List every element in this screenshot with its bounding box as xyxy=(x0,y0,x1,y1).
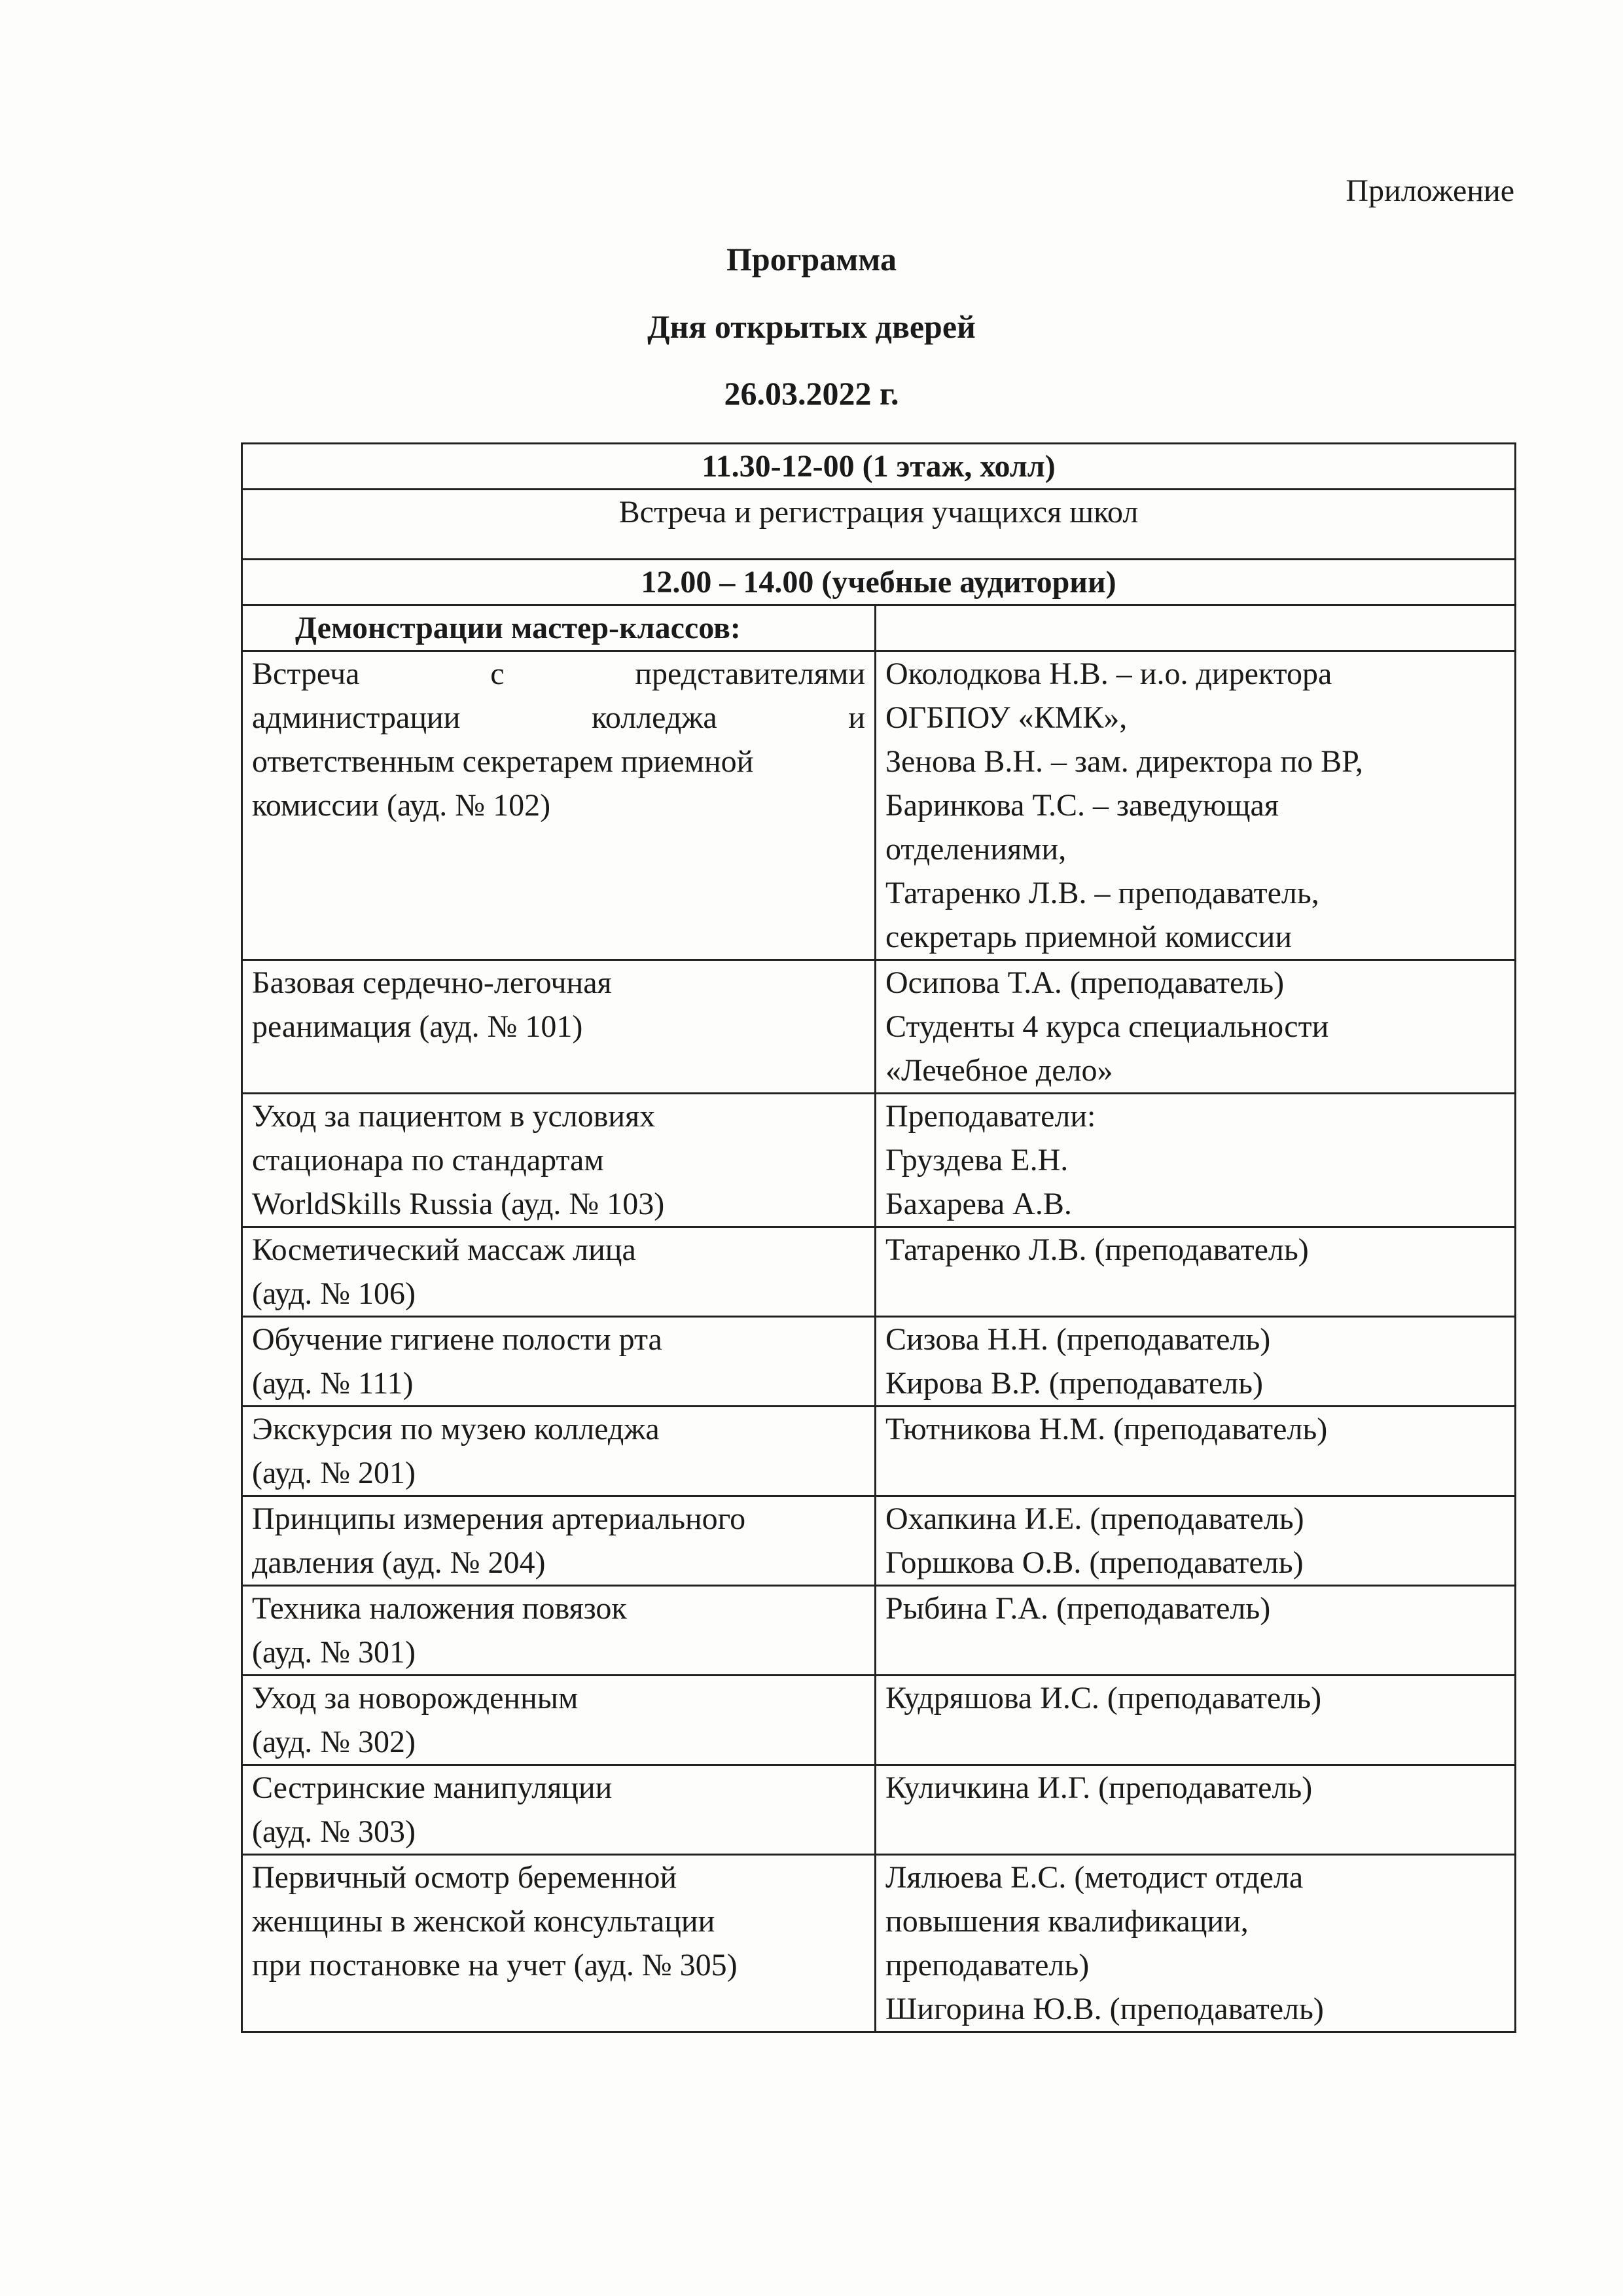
program-row xyxy=(242,1765,1516,1855)
people-cell xyxy=(876,1496,1516,1586)
people-cell xyxy=(876,1407,1516,1496)
people-line: отделениями, xyxy=(885,832,1067,867)
event-cell xyxy=(242,1094,876,1227)
event-line: (ауд. № 301) xyxy=(252,1635,416,1670)
people-cell xyxy=(876,1094,1516,1227)
event-line: ответственным секретарем приемной xyxy=(252,744,754,779)
event-line: (ауд. № 111) xyxy=(252,1366,414,1401)
event-cell xyxy=(242,960,876,1094)
empty-cell xyxy=(876,605,1516,651)
event-line: Уход за новорожденным xyxy=(252,1681,579,1715)
people-line: Горшкова О.В. (преподаватель) xyxy=(885,1545,1304,1580)
section-header-row xyxy=(242,444,1516,490)
event-line: (ауд. № 201) xyxy=(252,1456,416,1490)
people-line: Куличкина И.Г. (преподаватель) xyxy=(885,1770,1313,1805)
people-line: Лялюева Е.С. (методист отдела xyxy=(885,1860,1304,1895)
people-line: Рыбина Г.А. (преподаватель) xyxy=(885,1591,1271,1626)
people-line: Бахарева А.В. xyxy=(885,1187,1072,1221)
people-cell xyxy=(876,1676,1516,1765)
event-line: Принципы измерения артериального xyxy=(252,1501,746,1536)
section-text-row xyxy=(242,490,1516,560)
people-line: повышения квалификации, xyxy=(885,1904,1249,1939)
people-cell xyxy=(876,1855,1516,2032)
appendix-label: Приложение xyxy=(1346,173,1514,208)
document-subtitle: Дня открытых дверей xyxy=(647,308,976,345)
event-cell xyxy=(242,1676,876,1765)
section-header-row xyxy=(242,560,1516,605)
event-line: Базовая сердечно-легочная xyxy=(252,965,612,1000)
program-row xyxy=(242,960,1516,1094)
event-cell xyxy=(242,1496,876,1586)
section2-subheader: Демонстрации мастер-классов: xyxy=(242,605,876,651)
document-date: 26.03.2022 г. xyxy=(724,375,899,412)
people-line: Преподаватели: xyxy=(885,1099,1096,1134)
people-line: Баринкова Т.С. – заведующая xyxy=(885,788,1279,823)
program-row xyxy=(242,1407,1516,1496)
document-title: Программа xyxy=(726,241,897,278)
people-cell xyxy=(876,1227,1516,1317)
people-line: преподаватель) xyxy=(885,1948,1090,1982)
program-table-body xyxy=(242,444,1516,2032)
event-line: WorldSkills Russia (ауд. № 103) xyxy=(252,1187,665,1221)
event-line: женщины в женской консультации xyxy=(252,1904,715,1939)
event-line: (ауд. № 303) xyxy=(252,1814,416,1849)
section1-text: Встреча и регистрация учащихся школ xyxy=(242,490,1516,560)
event-line: Обучение гигиене полости рта xyxy=(252,1322,662,1357)
people-cell xyxy=(876,960,1516,1094)
event-cell xyxy=(242,651,876,960)
people-line: Студенты 4 курса специальности xyxy=(885,1009,1329,1044)
subheader-row xyxy=(242,605,1516,651)
program-row xyxy=(242,1586,1516,1676)
program-row xyxy=(242,1317,1516,1407)
people-cell xyxy=(876,651,1516,960)
people-line: Татаренко Л.В. (преподаватель) xyxy=(885,1232,1309,1267)
event-cell xyxy=(242,1586,876,1676)
event-line: администрации колледжа и xyxy=(252,700,865,735)
event-line: Сестринские манипуляции xyxy=(252,1770,613,1805)
section2-header: 12.00 – 14.00 (учебные аудитории) xyxy=(242,560,1516,605)
people-line: Кудряшова И.С. (преподаватель) xyxy=(885,1681,1322,1715)
event-line: Уход за пациентом в условиях xyxy=(252,1099,656,1134)
people-line: Кирова В.Р. (преподаватель) xyxy=(885,1366,1263,1401)
people-line: ОГБПОУ «КМК», xyxy=(885,700,1128,735)
people-line: Околодкова Н.В. – и.о. директора xyxy=(885,656,1332,691)
event-line: (ауд. № 106) xyxy=(252,1276,416,1311)
event-line: комиссии (ауд. № 102) xyxy=(252,788,551,823)
section1-header: 11.30-12-00 (1 этаж, холл) xyxy=(242,444,1516,490)
people-cell xyxy=(876,1586,1516,1676)
event-cell xyxy=(242,1765,876,1855)
people-line: Охапкина И.Е. (преподаватель) xyxy=(885,1501,1304,1536)
event-cell xyxy=(242,1227,876,1317)
event-line: Техника наложения повязок xyxy=(252,1591,627,1626)
event-line: стационара по стандартам xyxy=(252,1143,604,1177)
program-row xyxy=(242,1496,1516,1586)
program-row xyxy=(242,1094,1516,1227)
event-line: Экскурсия по музею колледжа xyxy=(252,1412,660,1446)
people-line: Груздева Е.Н. xyxy=(885,1143,1069,1177)
event-line: Косметический массаж лица xyxy=(252,1232,636,1267)
event-line: при постановке на учет (ауд. № 305) xyxy=(252,1948,738,1982)
program-table xyxy=(241,442,1516,2033)
people-line: Татаренко Л.В. – преподаватель, xyxy=(885,876,1319,910)
program-row xyxy=(242,1676,1516,1765)
people-line: «Лечебное дело» xyxy=(885,1053,1113,1088)
program-row xyxy=(242,651,1516,960)
program-row xyxy=(242,1227,1516,1317)
people-line: Тютникова Н.М. (преподаватель) xyxy=(885,1412,1328,1446)
program-row xyxy=(242,1855,1516,2032)
event-cell xyxy=(242,1855,876,2032)
people-line: Зенова В.Н. – зам. директора по ВР, xyxy=(885,744,1363,779)
people-line: секретарь приемной комиссии xyxy=(885,920,1293,954)
event-cell xyxy=(242,1407,876,1496)
people-line: Осипова Т.А. (преподаватель) xyxy=(885,965,1285,1000)
people-cell xyxy=(876,1317,1516,1407)
event-line: Встреча с представителями xyxy=(252,656,865,691)
people-cell xyxy=(876,1765,1516,1855)
event-line: реанимация (ауд. № 101) xyxy=(252,1009,583,1044)
event-line: давления (ауд. № 204) xyxy=(252,1545,546,1580)
event-cell xyxy=(242,1317,876,1407)
event-line: Первичный осмотр беременной xyxy=(252,1860,677,1895)
people-line: Шигорина Ю.В. (преподаватель) xyxy=(885,1992,1324,2026)
event-line: (ауд. № 302) xyxy=(252,1725,416,1759)
people-line: Сизова Н.Н. (преподаватель) xyxy=(885,1322,1271,1357)
